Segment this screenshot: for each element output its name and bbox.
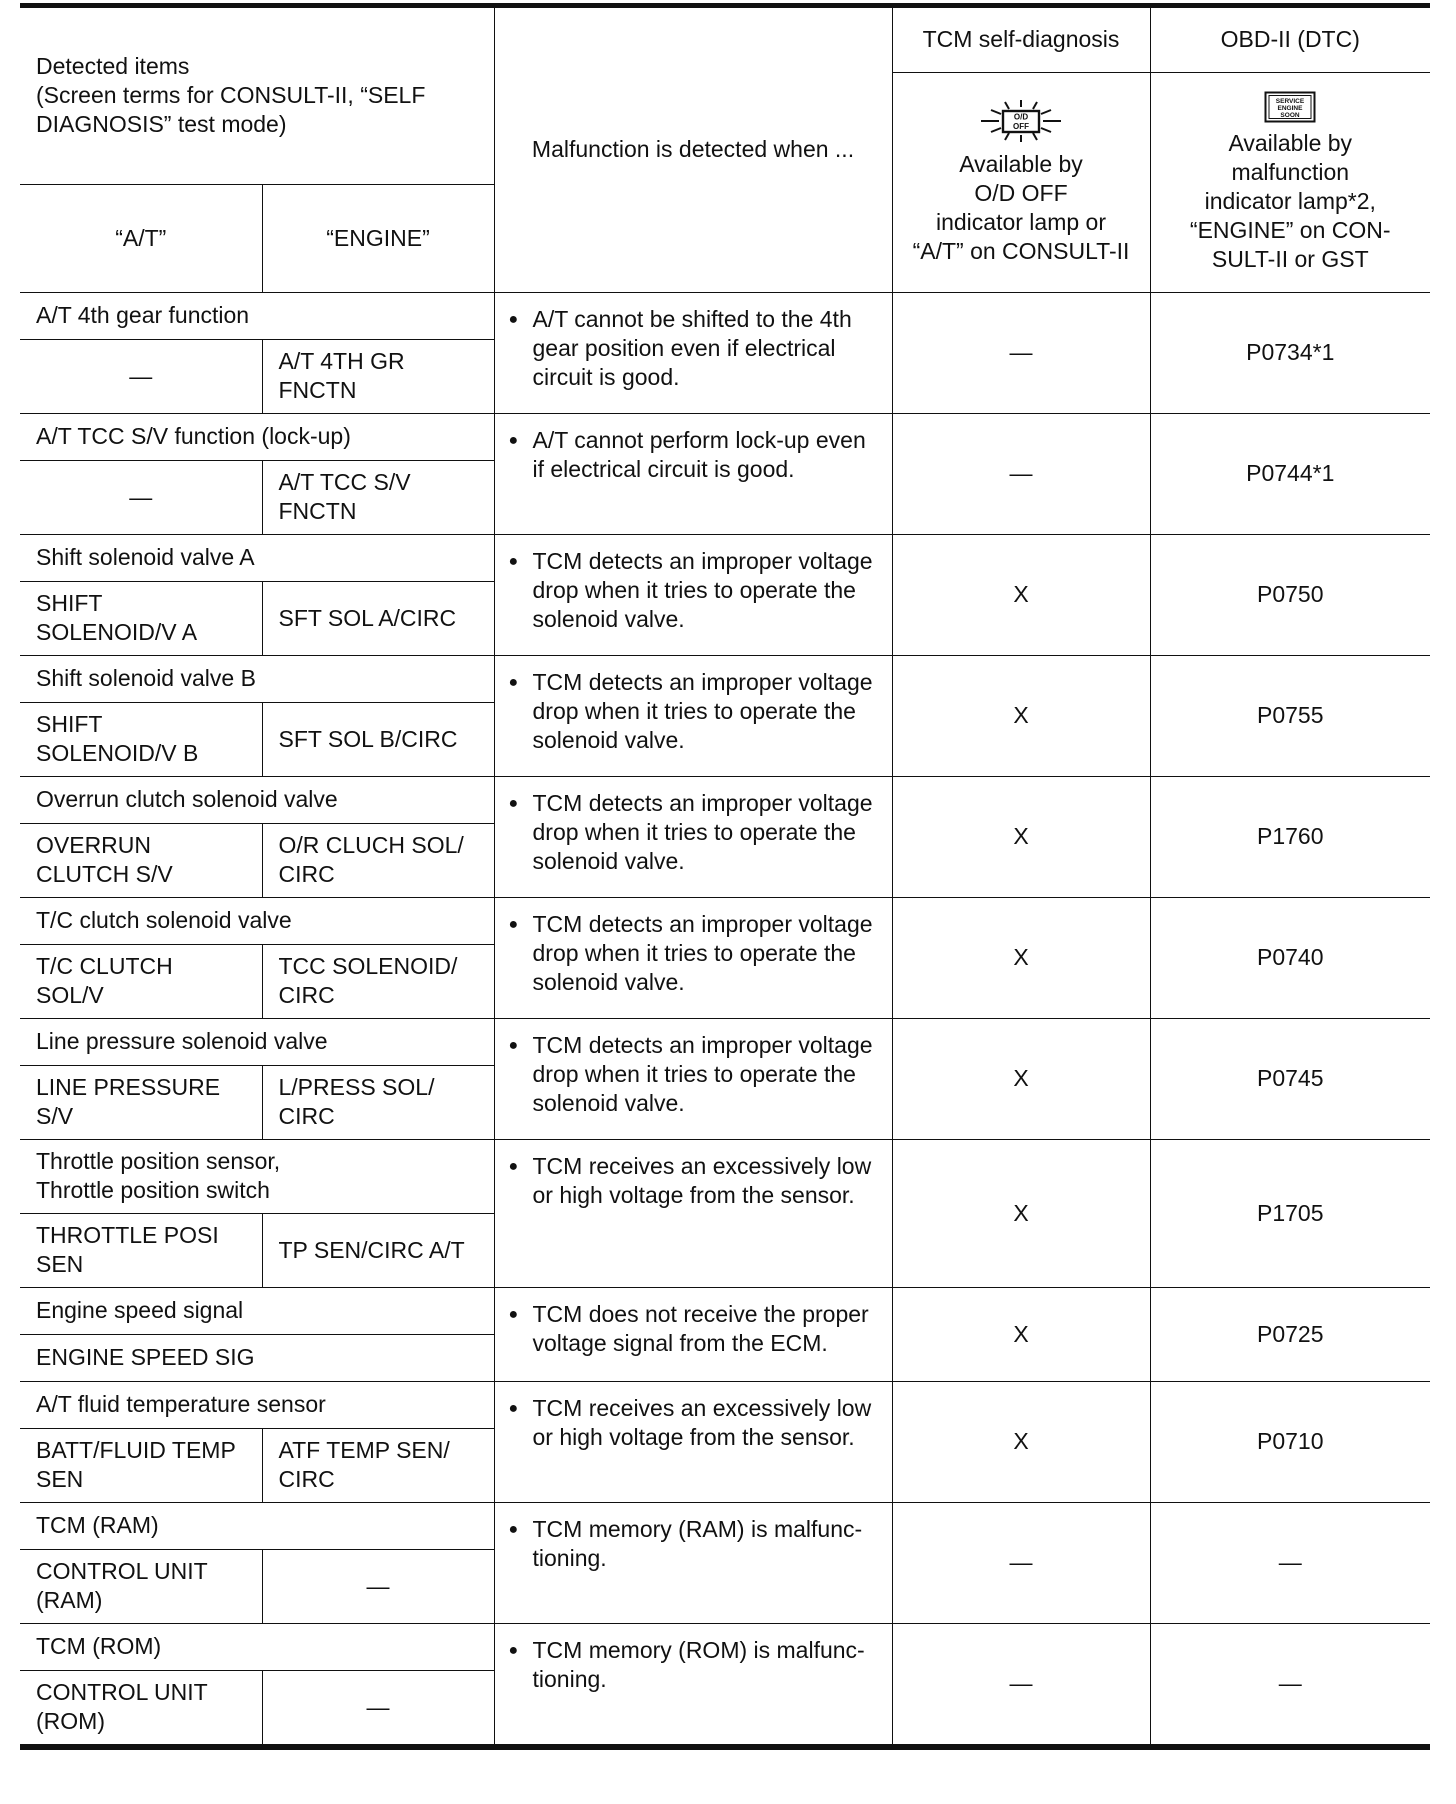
engine-term: A/T 4TH GR FNCTN xyxy=(278,348,405,403)
bullet-icon: ● xyxy=(508,552,519,570)
obd-dtc-cell xyxy=(1150,655,1430,776)
bullet-icon: ● xyxy=(508,310,519,328)
malfunction-text: TCM receives an excessively low or high voltage from the sensor. xyxy=(532,1152,872,1208)
tcm-value: — xyxy=(1009,1670,1033,1696)
engine-term-cell xyxy=(262,339,494,413)
bullet-icon: ● xyxy=(508,794,519,812)
at-term: THROTTLE POSI SEN xyxy=(36,1222,219,1277)
engine-term-cell xyxy=(262,944,494,1018)
malfunction-cell xyxy=(494,1139,892,1287)
at-term-cell xyxy=(20,702,262,776)
bullet-icon: ● xyxy=(508,1305,519,1323)
bullet-icon: ● xyxy=(508,673,519,691)
table-row xyxy=(20,897,1430,944)
obd-dtc-cell xyxy=(1150,1502,1430,1623)
detected-item-cell xyxy=(20,1502,494,1549)
engine-term-cell xyxy=(262,823,494,897)
malfunction-cell xyxy=(494,776,892,897)
tcm-self-diagnosis-cell xyxy=(892,1018,1150,1139)
table-row xyxy=(20,655,1430,702)
table-row xyxy=(20,413,1430,460)
malfunction-text: TCM detects an improper voltage drop when it tries to operate the solenoid valve. xyxy=(532,789,873,874)
detected-item-name: A/T fluid temperature sensor xyxy=(36,1391,326,1417)
dtc-code: P0755 xyxy=(1256,702,1324,728)
tcm-availability-cell xyxy=(892,72,1150,292)
table-row xyxy=(20,1018,1430,1065)
detected-item-cell xyxy=(20,655,494,702)
bullet-icon: ● xyxy=(508,915,519,933)
malfunction-text: TCM detects an improper voltage drop when it tries to operate the solenoid valve. xyxy=(532,547,873,632)
tcm-self-diagnosis-cell xyxy=(892,897,1150,1018)
engine-term: — xyxy=(366,1693,390,1720)
malfunction-cell xyxy=(494,1018,892,1139)
obd-dtc-cell xyxy=(1150,776,1430,897)
tcm-header-label: TCM self-diagnosis xyxy=(922,26,1120,53)
detected-item-name: A/T TCC S/V function (lock-up) xyxy=(36,423,351,449)
detected-item-cell xyxy=(20,1287,494,1334)
detected-item-cell xyxy=(20,776,494,823)
obd-dtc-cell xyxy=(1150,1381,1430,1502)
obd-dtc-cell xyxy=(1150,413,1430,534)
svg-text:OFF: OFF xyxy=(1013,122,1029,131)
at-term: T/C CLUTCH SOL/V xyxy=(36,953,173,1008)
table-row xyxy=(20,292,1430,339)
tcm-self-diagnosis-cell xyxy=(892,1623,1150,1744)
detected-item-name: Engine speed signal xyxy=(36,1297,244,1323)
malfunction-text: TCM detects an improper voltage drop when it tries to operate the solenoid valve. xyxy=(532,668,873,753)
at-term: LINE PRESSURE S/V xyxy=(36,1074,221,1129)
engine-term: TP SEN/CIRC A/T xyxy=(278,1236,465,1263)
malfunction-cell xyxy=(494,1623,892,1744)
malfunction-text: TCM receives an excessively low or high voltage from the sensor. xyxy=(532,1394,872,1450)
malfunction-text: A/T cannot perform lock-up even if electrical circuit is good. xyxy=(532,426,866,482)
dtc-code: P0744*1 xyxy=(1246,460,1335,486)
tcm-availability-text: Available by O/D OFF indicator lamp or “A/T” on CONSULT-II xyxy=(912,151,1130,264)
dtc-code: P1705 xyxy=(1256,1199,1324,1226)
tcm-value: X xyxy=(1013,1320,1029,1347)
at-term-cell xyxy=(20,1213,262,1287)
detected-item-name: Overrun clutch solenoid valve xyxy=(36,786,338,812)
obd-dtc-cell xyxy=(1150,897,1430,1018)
detected-item-name: T/C clutch solenoid valve xyxy=(36,907,292,933)
at-term-cell xyxy=(20,1428,262,1502)
tcm-self-diagnosis-header xyxy=(892,8,1150,72)
detected-item-name: TCM (RAM) xyxy=(36,1512,159,1538)
detected-items-header xyxy=(20,8,494,184)
table-row xyxy=(20,776,1430,823)
malfunction-header xyxy=(494,8,892,292)
engine-term: SFT SOL B/CIRC xyxy=(278,725,458,752)
detected-item-cell xyxy=(20,413,494,460)
malfunction-cell xyxy=(494,413,892,534)
detected-item-cell xyxy=(20,1381,494,1428)
tcm-value: X xyxy=(1013,1065,1029,1091)
at-column-label: “A/T” xyxy=(115,224,167,251)
obd-availability-text: Available by malfunction indicator lamp*2, “ENGINE” on CON- SULT-II or GST xyxy=(1189,129,1391,272)
detected-item-cell xyxy=(20,534,494,581)
tcm-value: X xyxy=(1013,823,1029,849)
tcm-self-diagnosis-cell xyxy=(892,1502,1150,1623)
tcm-value: — xyxy=(1009,339,1033,365)
engine-term: — xyxy=(366,1572,390,1599)
tcm-self-diagnosis-cell xyxy=(892,292,1150,413)
malfunction-cell xyxy=(494,534,892,655)
dtc-code: P0734*1 xyxy=(1246,339,1335,365)
tcm-self-diagnosis-cell xyxy=(892,776,1150,897)
engine-term: O/R CLUCH SOL/ CIRC xyxy=(278,832,464,887)
engine-column-header xyxy=(262,184,494,292)
dtc-code: P1760 xyxy=(1256,823,1324,849)
bottom-rule xyxy=(20,1745,1430,1750)
dtc-code: P0725 xyxy=(1256,1320,1324,1347)
at-engine-term-cell xyxy=(20,1334,494,1381)
tcm-self-diagnosis-cell xyxy=(892,1381,1150,1502)
engine-term-cell xyxy=(262,581,494,655)
service-engine-soon-lamp-icon xyxy=(1264,91,1316,123)
engine-term: ATF TEMP SEN/ CIRC xyxy=(278,1437,450,1492)
at-term-cell xyxy=(20,581,262,655)
at-term: — xyxy=(129,362,153,389)
detected-items-label: Detected items (Screen terms for CONSULT-II, “SELF DIAGNOSIS” test mode) xyxy=(36,53,426,138)
svg-text:O/D: O/D xyxy=(1013,112,1029,122)
bullet-icon: ● xyxy=(508,1036,519,1054)
at-term-cell xyxy=(20,460,262,534)
engine-term-cell xyxy=(262,1670,494,1744)
dtc-code: P0750 xyxy=(1256,581,1324,607)
at-term-cell xyxy=(20,1549,262,1623)
obd-dtc-cell xyxy=(1150,1287,1430,1381)
at-term: — xyxy=(129,483,153,510)
at-term-cell xyxy=(20,1670,262,1744)
engine-column-label: “ENGINE” xyxy=(326,224,430,251)
od-off-lamp-icon xyxy=(975,98,1067,144)
dtc-table-sheet xyxy=(20,0,1430,1750)
obd-dtc-header xyxy=(1150,8,1430,72)
table-row xyxy=(20,1623,1430,1670)
dtc-code: P0740 xyxy=(1256,944,1324,970)
malfunction-cell xyxy=(494,292,892,413)
detected-item-cell xyxy=(20,1018,494,1065)
at-term: OVERRUN CLUTCH S/V xyxy=(36,832,173,887)
svg-text:SOON: SOON xyxy=(1280,111,1300,119)
malfunction-cell xyxy=(494,655,892,776)
at-column-header xyxy=(20,184,262,292)
svg-text:ENGINE: ENGINE xyxy=(1277,104,1303,112)
engine-term-cell xyxy=(262,1213,494,1287)
engine-term-cell xyxy=(262,1428,494,1502)
tcm-value: X xyxy=(1013,1199,1029,1226)
table-row xyxy=(20,1139,1430,1213)
at-term: BATT/FLUID TEMP SEN xyxy=(36,1437,236,1492)
malfunction-text: TCM memory (ROM) is malfunc- tioning. xyxy=(532,1636,865,1692)
detected-item-name: Line pressure solenoid valve xyxy=(36,1028,328,1054)
table-row xyxy=(20,1381,1430,1428)
malfunction-text: TCM detects an improper voltage drop when it tries to operate the solenoid valve. xyxy=(532,1031,873,1116)
obd-dtc-cell xyxy=(1150,292,1430,413)
detected-item-cell xyxy=(20,1139,494,1213)
at-term: CONTROL UNIT (ROM) xyxy=(36,1679,208,1734)
tcm-self-diagnosis-cell xyxy=(892,655,1150,776)
table-row xyxy=(20,1287,1430,1334)
at-term: CONTROL UNIT (RAM) xyxy=(36,1558,208,1613)
tcm-self-diagnosis-cell xyxy=(892,1287,1150,1381)
bullet-icon: ● xyxy=(508,1520,519,1538)
engine-term: A/T TCC S/V FNCTN xyxy=(278,469,411,524)
malfunction-header-label: Malfunction is detected when ... xyxy=(531,136,855,163)
at-term-cell xyxy=(20,823,262,897)
at-engine-term: ENGINE SPEED SIG xyxy=(36,1344,255,1370)
engine-term-cell xyxy=(262,1065,494,1139)
obd-dtc-cell xyxy=(1150,1623,1430,1744)
malfunction-cell xyxy=(494,1287,892,1381)
detected-item-name: Shift solenoid valve A xyxy=(36,544,255,570)
tcm-value: — xyxy=(1009,460,1033,486)
malfunction-text: TCM detects an improper voltage drop when it tries to operate the solenoid valve. xyxy=(532,910,873,995)
at-term-cell xyxy=(20,339,262,413)
at-term: SHIFT SOLENOID/V A xyxy=(36,590,198,645)
detected-item-name: A/T 4th gear function xyxy=(36,302,250,328)
tcm-value: X xyxy=(1013,944,1029,970)
detected-item-name: TCM (ROM) xyxy=(36,1633,162,1659)
obd-availability-cell xyxy=(1150,72,1430,292)
dtc-code: — xyxy=(1278,1670,1302,1696)
malfunction-text: A/T cannot be shifted to the 4th gear position even if electrical circuit is good. xyxy=(532,305,852,390)
table-row xyxy=(20,534,1430,581)
table-row xyxy=(20,1502,1430,1549)
detected-item-name: Shift solenoid valve B xyxy=(36,665,256,691)
dtc-code: — xyxy=(1278,1549,1302,1575)
engine-term: SFT SOL A/CIRC xyxy=(278,604,457,631)
self-diagnosis-table xyxy=(20,8,1430,1745)
tcm-value: X xyxy=(1013,581,1029,607)
detected-item-cell xyxy=(20,897,494,944)
obd-header-label: OBD-II (DTC) xyxy=(1220,26,1360,53)
header-row-1 xyxy=(20,8,1430,72)
bullet-icon: ● xyxy=(508,431,519,449)
detected-item-name: Throttle position sensor, Throttle position switch xyxy=(36,1148,281,1203)
engine-term: TCC SOLENOID/ CIRC xyxy=(278,953,458,1008)
malfunction-cell xyxy=(494,1381,892,1502)
tcm-self-diagnosis-cell xyxy=(892,413,1150,534)
engine-term: L/PRESS SOL/ CIRC xyxy=(278,1074,435,1129)
bullet-icon: ● xyxy=(508,1641,519,1659)
tcm-value: X xyxy=(1013,702,1029,728)
malfunction-text: TCM does not receive the proper voltage signal from the ECM. xyxy=(532,1300,869,1356)
detected-item-cell xyxy=(20,292,494,339)
tcm-value: — xyxy=(1009,1549,1033,1575)
bullet-icon: ● xyxy=(508,1157,519,1175)
tcm-value: X xyxy=(1013,1428,1029,1454)
detected-item-cell xyxy=(20,1623,494,1670)
obd-dtc-cell xyxy=(1150,1018,1430,1139)
svg-text:SERVICE: SERVICE xyxy=(1276,97,1305,105)
tcm-self-diagnosis-cell xyxy=(892,1139,1150,1287)
malfunction-cell xyxy=(494,897,892,1018)
at-term-cell xyxy=(20,944,262,1018)
obd-dtc-cell xyxy=(1150,534,1430,655)
dtc-code: P0710 xyxy=(1256,1428,1324,1454)
engine-term-cell xyxy=(262,1549,494,1623)
engine-term-cell xyxy=(262,702,494,776)
obd-dtc-cell xyxy=(1150,1139,1430,1287)
malfunction-text: TCM memory (RAM) is malfunc- tioning. xyxy=(532,1515,863,1571)
tcm-self-diagnosis-cell xyxy=(892,534,1150,655)
at-term-cell xyxy=(20,1065,262,1139)
malfunction-cell xyxy=(494,1502,892,1623)
at-term: SHIFT SOLENOID/V B xyxy=(36,711,199,766)
engine-term-cell xyxy=(262,460,494,534)
dtc-code: P0745 xyxy=(1256,1065,1324,1091)
bullet-icon: ● xyxy=(508,1399,519,1417)
